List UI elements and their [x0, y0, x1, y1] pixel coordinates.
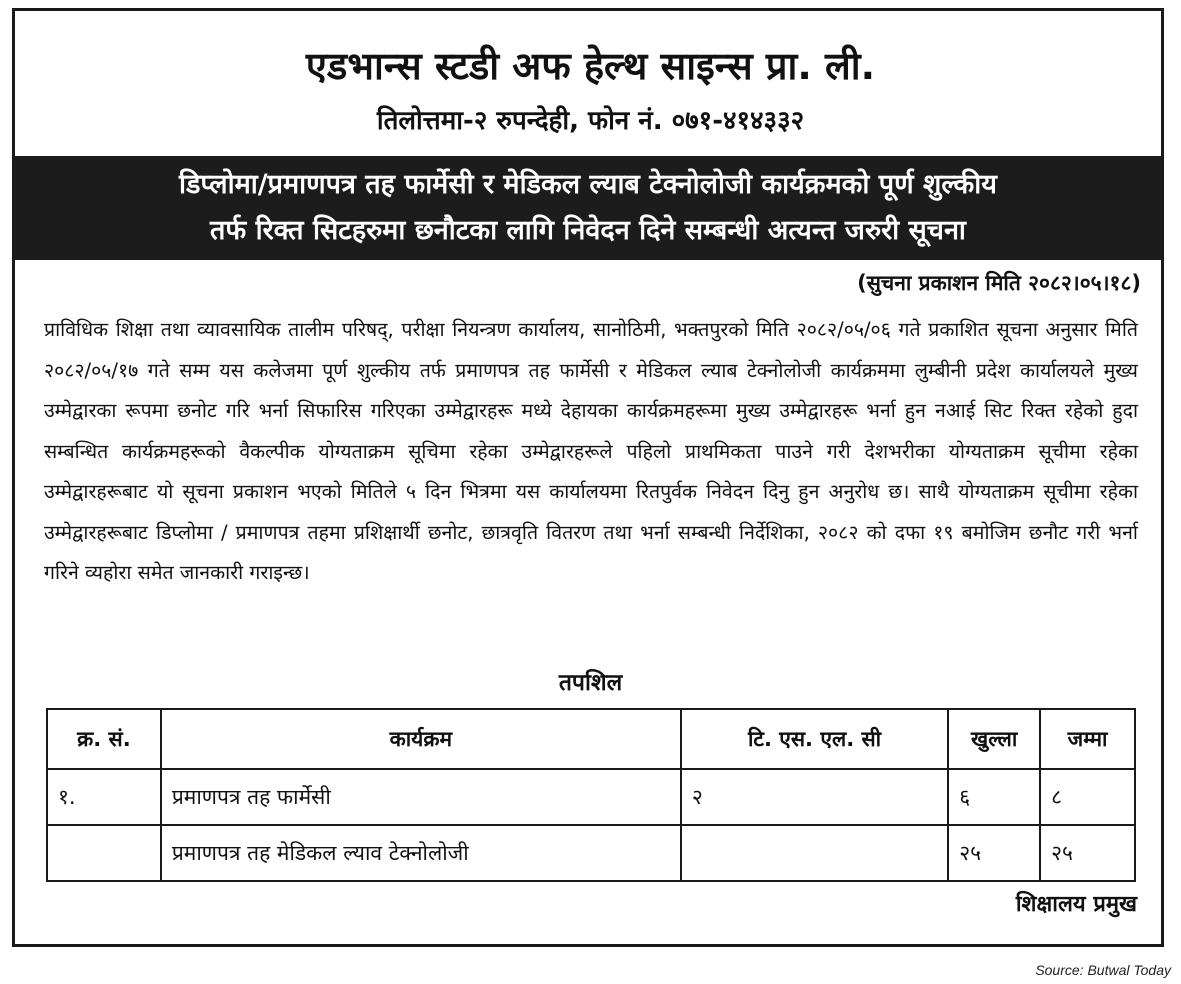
organization-name: एडभान्स स्टडी अफ हेल्थ साइन्स प्रा. ली.: [305, 44, 876, 88]
column-header-program: कार्यक्रम: [161, 709, 681, 769]
table-row: [47, 825, 1135, 881]
notice-title-line-1: डिप्लोमा/प्रमाणपत्र तह फार्मेसी र मेडिकल ल्याब टेक्नोलोजी कार्यक्रमको पूर्ण शुल्कीय: [179, 169, 997, 200]
column-header-tslc: टि. एस. एल. सी: [681, 709, 948, 769]
schedule-heading: तपशिल: [558, 670, 623, 696]
cell-tslc: [681, 825, 948, 881]
column-header-total: जम्मा: [1040, 709, 1135, 769]
table-row: [47, 769, 1135, 825]
cell-open: २५: [948, 825, 1040, 881]
source-credit: Source: Butwal Today: [1035, 962, 1171, 978]
cell-serial: १.: [47, 769, 161, 825]
organization-address-phone: तिलोत्तमा-२ रुपन्देही, फोन नं. ०७१-४१४३३२: [376, 106, 805, 136]
column-header-serial: क्र. सं.: [47, 709, 161, 769]
cell-total: २५: [1040, 825, 1135, 881]
cell-serial: [47, 825, 161, 881]
schedule-table: [46, 708, 1136, 882]
cell-program: प्रमाणपत्र तह फार्मेसी: [161, 769, 681, 825]
cell-open: ६: [948, 769, 1040, 825]
notice-body: प्राविधिक शिक्षा तथा व्यावसायिक तालीम परिषद्, परीक्षा नियन्त्रण कार्यालय, सानोठिमी, भक्तपुरको मिति २०८२/०५/०६ गते प्रकाशित सूचना अनुसार मिति २०८२/०५/१७ गते सम्म यस कलेजमा पूर्ण शुल्कीय तर्फ प्रमाणपत्र तह फार्मेसी र मेडिकल ल्याब टेक्नोलोजी कार्यक्रममा लुम्बीनी प्रदेश कार्यालयले मुख्य उम्मेद्वारका रूपमा छनोट गरि भर्ना सिफारिस गरिएका उम्मेद्वारहरू मध्ये देहायका कार्यक्रमहरूमा मुख्य उम्मेद्वारहरू भर्ना हुन नआई सिट रिक्त रहेको हुदा सम्बन्धित कार्यक्रमहरूको वैकल्पीक योग्यताक्रम सूचिमा रहेका उम्मेद्वारहरूले पहिलो प्राथमिकता पाउने गरी देशभरीका योग्यताक्रम सूचीमा रहेका उम्मेद्वारहरूबाट यो सूचना प्रकाशन भएको मितिले ५ दिन भित्रमा यस कार्यालयमा रितपुर्वक निवेदन दिनु हुन अनुरोध छ। साथै योग्यताक्रम सूचीमा रहेका उम्मेद्वारहरूबाट डिप्लोमा / प्रमाणपत्र तहमा प्रशिक्षार्थी छनोट, छात्रवृति वितरण तथा भर्ना सम्बन्धी निर्देशिका, २०८२ को दफा १९ बमोजिम छनौट गरी भर्ना गरिने व्यहोरा समेत जानकारी गराइन्छ।: [44, 318, 1138, 584]
notice-title-band: [15, 156, 1161, 260]
publication-date: (सुचना प्रकाशन मिति २०८२।०५।१८): [857, 271, 1141, 295]
signature-title: शिक्षालय प्रमुख: [1015, 892, 1137, 917]
notice-title-line-2: तर्फ रिक्त सिटहरुमा छनौटका लागि निवेदन दिने सम्बन्धी अत्यन्त जरुरी सूचना: [210, 215, 966, 246]
cell-program: प्रमाणपत्र तह मेडिकल ल्याव टेक्नोलोजी: [161, 825, 681, 881]
column-header-open: खुल्ला: [948, 709, 1040, 769]
cell-tslc: २: [681, 769, 948, 825]
cell-total: ८: [1040, 769, 1135, 825]
schedule-header-row: [47, 709, 1135, 769]
